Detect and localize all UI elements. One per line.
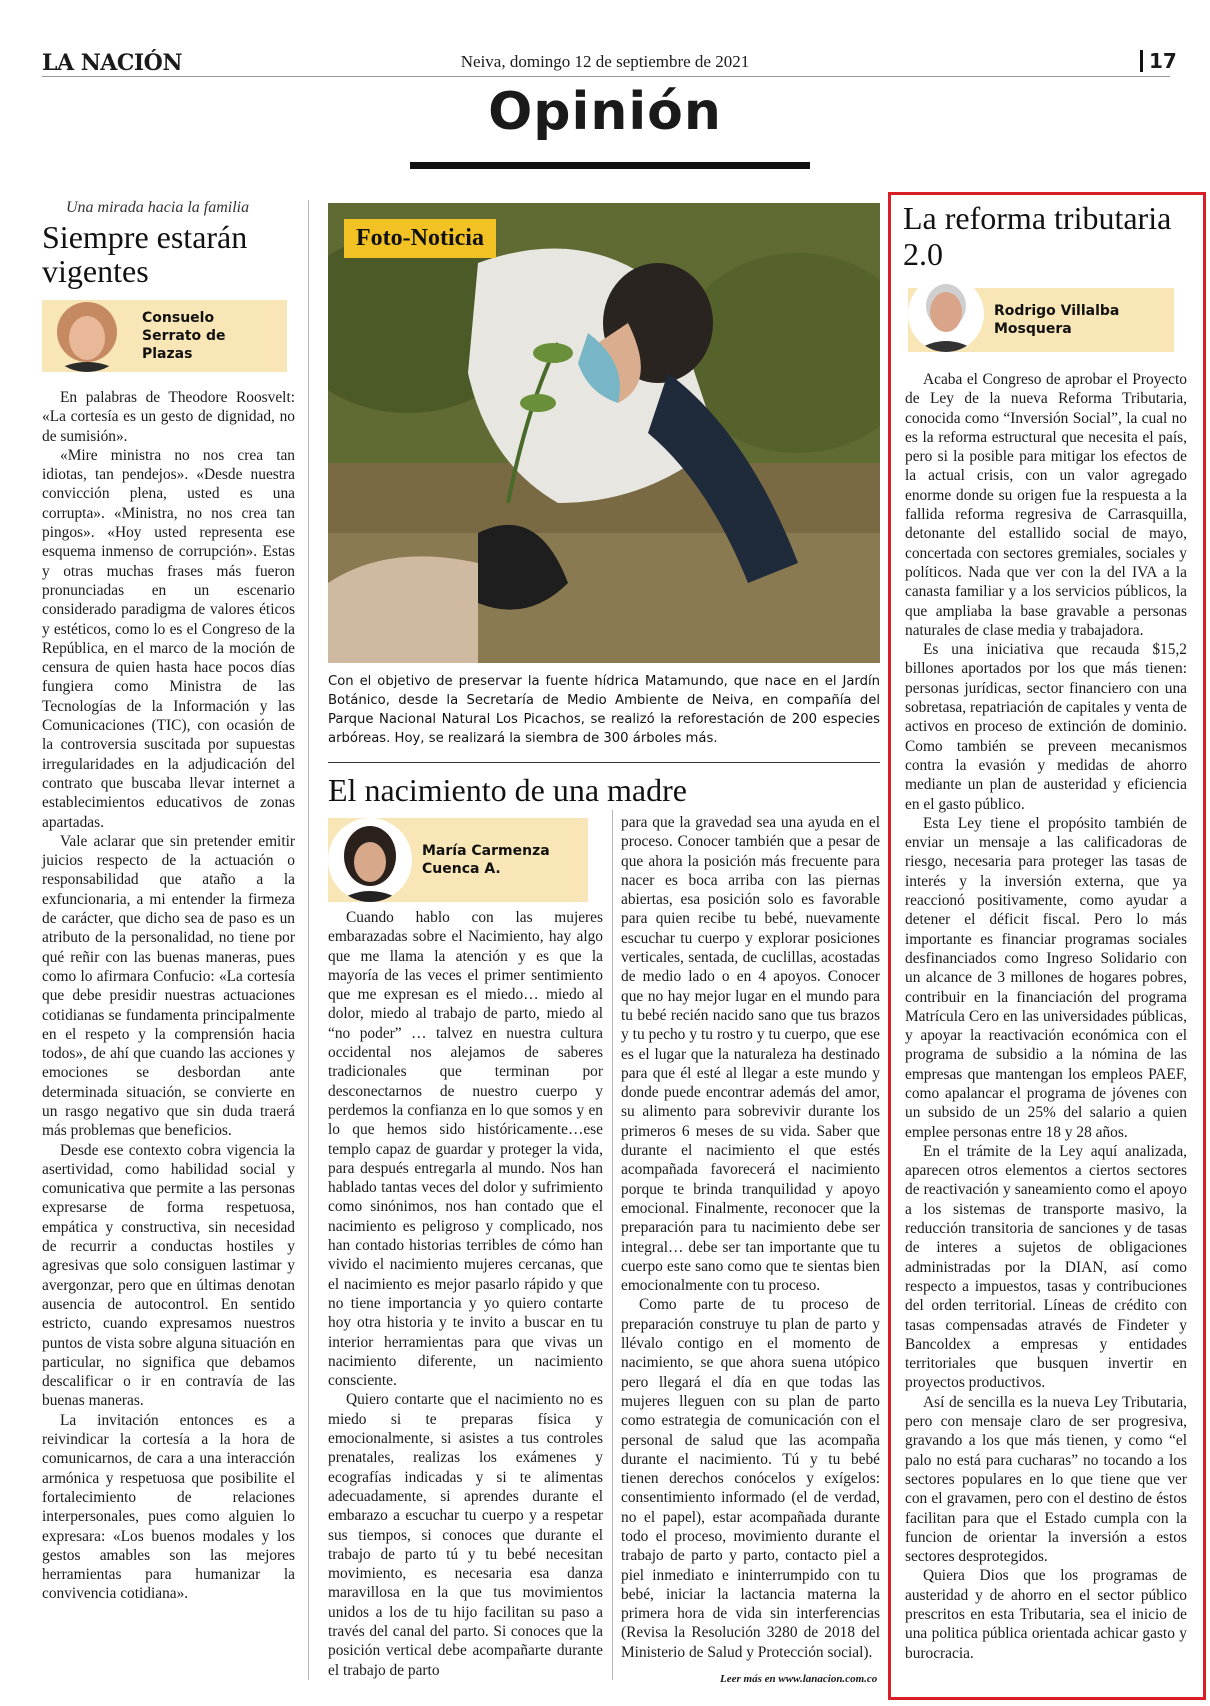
paragraph: En el trámite de la Ley aquí analizada, aparecen otros elementos a ciertos sectores de reactivación y saneamiento como el apoyo a los sistemas de transporte masivo, la reducción transitoria de sanciones y de tasas de interes a sujetos de obligaciones administradas por la DIAN, así como respecto a impuestos, tasas y contribuciones del orden territorial. Líneas de crédito con tasas compensadas através de Findeter y Bancoldex a empresas y entidades territoriales que busquen invertir en proyectos productivos. — [905, 1142, 1187, 1392]
author-name: Consuelo Serrato de Plazas — [142, 310, 226, 362]
photo-tag: Foto-Noticia — [344, 219, 496, 258]
paragraph: Acaba el Congreso de aprobar el Proyecto de Ley de la nueva Reforma Tributaria, conocida como “Inversión Social”, la cual no es la reforma estructural que necesita el país, pero si la posible para mitigar los efectos de la actual crisis, con un valor agregado enorme donde su origen fue la respuesta a la fallida reforma regresiva de Carrasquilla, detonante del estallido social de mayo, concertada con sectores gremiales, sociales y políticos. Nada que ver con la del IVA a la canasta familiar y a los servicios públicos, la que ampliaba la base gravable a personas naturales de clase media y trabajadora. — [905, 371, 1187, 639]
paragraph: Desde ese contexto cobra vigencia la asertividad, como habilidad social y comunicativa que permite a las personas expresarse de forma respetuosa, empática y constructiva, sin necesidad de recurrir a conductas hostiles y agresivas que solo consiguen lastimar y avergonzar, pero que en últimas denotan ausencia de autocontrol. En sentido estricto, cuando expresamos nuestros puntos de vista sobre alguna situación en particular, no significa que debamos descalificar o ir en contravía de las buenas maneras. — [42, 1141, 295, 1410]
column-divider — [308, 200, 309, 1680]
paragraph: La invitación entonces es a reivindicar la cortesía a la hora de comunicarnos, de cara a una interacción armónica y respetuosa que posibilite el fortalecimiento de relaciones interpersonales, pues como alguien lo expresara: «Los buenos modales y los gestos amables son las mejores herramientas para humanizar la convivencia cotidiana». — [42, 1411, 295, 1603]
section-rule — [410, 162, 810, 169]
article-body-col-a — [328, 908, 603, 1680]
author-box — [908, 288, 1174, 352]
article-body-col-b — [621, 813, 880, 1662]
paragraph: Cuando hablo con las mujeres embarazadas sobre el Nacimiento, hay algo que me llama la atención y es que la mayoría de las veces el primer sentimiento que me expresan es el miedo… miedo al dolor, miedo al trabajo de parto, miedo al “no poder” … talvez en nuestra cultura occidental nos alejamos de saberes tradicionales que terminan por desconectarnos de nuestro cuerpo y perdemos la confianza en lo que somos y en lo que hemos sido históricamente…ese templo capaz de guardar y proteger la vida, para después entregarla al mundo. Nos han hablado tantas veces del dolor y sufrimiento como sinónimos, nos han contado que el nacimiento es peligroso y complicado, nos han contado historias terribles de cómo han vivido el nacimiento mujeres cercanas, que el nacimiento es mejor pasarlo rápido y que no tiene importancia y yo quiero contarte hoy otra historia y te invito a buscar en tu interior herramientas para que vivas un nacimiento diferente, un nacimiento consciente. — [328, 909, 603, 1390]
headline: El nacimiento de una madre — [328, 772, 687, 808]
paragraph: Es una iniciativa que recauda $15,2 billones aportados por los que más tienen: personas jurídicas, sector financiero con una sobretasa, repatriación de capitales y venta de activos en proceso de extinción de dominio. Como también se preveen mecanismos contra la evasión y medidas de ahorro mediante un plan de austeridad y eficiencia en el gasto público. — [905, 641, 1187, 813]
kicker: Una mirada hacia la familia — [66, 199, 250, 216]
newspaper-logo: LA NACIÓN — [42, 50, 182, 76]
article-body — [905, 370, 1187, 1663]
headline: La reforma tributaria 2.0 — [903, 200, 1172, 272]
paragraph: para que la gravedad sea una ayuda en el proceso. Conocer también que a pesar de que ahora la posición más frecuente para nacer es boca arriba con las piernas abiertas, esa posición solo es favorable para quien recibe tu bebé, nuevamente escuchar tu cuerpo y explorar posiciones verticales, sentada, de cuclillas, acostadas de medio lado o en 4 apoyos. Conocer que no hay mejor lugar en el mundo para tu bebé recién nacido sano que tus brazos y tu pecho y tu rostro y tu cuerpo, que ese es el lugar que la naturaleza ha destinado para que él esté al llegar a este mundo y donde puede encontrar además del amor, su alimento para sobrevivir durante los primeros 6 meses de su vida. Saber que durante el nacimiento el que estés acompañada favorecerá el nacimiento porque te brinda tranquilidad y apoyo emocional. Finalmente, reconocer que la preparación para tu nacimiento debe ser integral… debe ser tan importante que tu cuerpo este sano como que te sientas bien emocionalmente con tu proceso. — [621, 814, 880, 1295]
column-divider — [612, 810, 613, 1680]
caption-rule — [328, 762, 880, 763]
headline: Siempre estarán vigentes — [42, 219, 248, 289]
author-name: María Carmenza Cuenca A. — [422, 843, 550, 877]
photo-caption: Con el objetivo de preservar la fuente hídrica Matamundo, que nace en el Jardín Botánico, desde la Secretaría de Medio Ambiente de Neiva, en compañía del Parque Nacional Natural Los Picachos, se realizó la reforestación de 200 especies arbóreas. Hoy, se realizará la siembra de 300 árboles más. — [328, 674, 880, 746]
paragraph: Quiero contarte que el nacimiento no es miedo si te preparas física y emocionalmente, si asistes a tus controles prenatales, realizas los exámenes y ecografías indicadas y si te alimentas adecuadamente, si aprendes durante el embarazo a escuchar tu cuerpo y a respetar sus tiempos, si conoces que durante el trabajo de parto tú y tu bebé necesitan movimiento, es necesaria esa danza maravillosa en la que tus movimientos unidos a los de tu hijo facilitan su paso a través del canal del parto. Si conoces que la posición vertical debe acompañarte durante el trabajo de parto — [328, 1391, 603, 1679]
paragraph: Esta Ley tiene el propósito también de enviar un mensaje a las calificadoras de riesgo, necesaria para proteger las tasas de interés y la inversión externa, que ya reaccionó positivamente, como ayudar a detener el déficit fiscal. Pero lo más importante es financiar programas sociales desfinanciados como Ingreso Solidario con un alcance de 3 millones de hogares pobres, contribuir en la financiación del programa Matrícula Cero en las universidades públicas, y apoyar la reactivación económica con el programa de subsidio a la nómina de las empresas que mantengan los empleos PAEF, como apalancar el programa de jóvenes con un subsido de un 25% del salario a quien emplee personas entre 18 y 28 años. — [905, 814, 1187, 1141]
author-photo — [42, 300, 132, 372]
paragraph: En palabras de Theodore Roosvelt: «La cortesía es un gesto de dignidad, no de sumisión». — [42, 389, 295, 445]
paragraph: «Mire ministra no nos crea tan idiotas, tan pendejos». «Desde nuestra convicción plena, usted es una corrupta». «Ministra, no nos crea tan pingos». «Hoy usted representa ese esquema inmenso de corrupción». Estas y otras muchas frases más fueron pronunciadas en un escenario considerado paradigma de valores éticos y estéticos, como lo es el Congreso de la República, en el marco de la moción de censura de quien hasta hace pocos días fungiera como Ministra de las Tecnologías de la Información y las Comunicaciones (TIC), con ocasión de la controversia suscitada por supuestas irregularidades en la adjudicación del contrato que buscaba llevar internet a establecimientos educativos de zonas apartadas. — [42, 446, 295, 831]
paragraph: Vale aclarar que sin pretender emitir juicios respecto de la actuación o responsabilidad que ataño a la exfuncionaria, a mi entender la firmeza de carácter, que dicho sea de paso es un atributo de la personalidad, no tiene por qué reñir con las buenas maneras, pues como lo afirmara Confucio: «La cortesía que debe presidir nuestras actuaciones cotidianas se fundamenta principalmente en el respeto y la comprensión hacia todos», de ahí que cuando las acciones y emociones se desbordan ante determinada situación, se convierte en un rasgo negativo que sin duda traerá más problemas que beneficios. — [42, 832, 295, 1140]
page-number: 17 — [1140, 50, 1177, 72]
top-rule — [42, 76, 1170, 77]
paragraph: Así de sencilla es la nueva Ley Tributaria, pero con mensaje claro de ser progresiva, gravando a los que más tienen, y como “el palo no está para cucharas” no tocando a los sectores populares en lo que tiene que ver con el gravamen, pero con el destino de éstos facilitan para que el Estado cumpla con la funcion de orientar la inversión a estos sectores desprotegidos. — [905, 1393, 1187, 1566]
author-name: Rodrigo Villalba Mosquera — [994, 303, 1120, 337]
paragraph: Como parte de tu proceso de preparación construye tu plan de parto y llévalo contigo en el momento de nacimiento, se que ahora suena utópico pero llegará el día en que todas las mujeres lleguen con su plan de parto como estrategia de comunicación con el personal de salud que las acompaña durante el nacimiento. Tú y tu bebé tienen derechos conócelos y exígelos: consentimiento informado (el de verdad, no el papel), estar acompañada durante todo el proceso, movimiento durante el trabajo de parto y parto, contacto piel a piel inmediato e ininterrumpido con tu bebé, iniciar la lactancia materna la primera hora de vida sin interferencias (Revisa la Resolución 3280 de 2018 del Ministerio de Salud y Protección social). — [621, 1296, 880, 1661]
paragraph: Quiera Dios que los programas de austeridad y de ahorro en el sector público prescritos en esta Tributaria, sea el inicio de una politica pública orientada achicar gasto y burocracia. — [905, 1567, 1187, 1662]
author-photo — [908, 276, 984, 352]
read-more-link[interactable]: Leer más en www.lanacion.com.co — [720, 1673, 878, 1685]
author-photo — [328, 818, 412, 902]
author-box — [328, 818, 588, 902]
section-title: Opinión — [488, 82, 722, 142]
news-photo — [328, 203, 880, 663]
article-body — [42, 388, 295, 1604]
dateline: Neiva, domingo 12 de septiembre de 2021 — [460, 52, 750, 71]
author-box — [42, 300, 287, 372]
